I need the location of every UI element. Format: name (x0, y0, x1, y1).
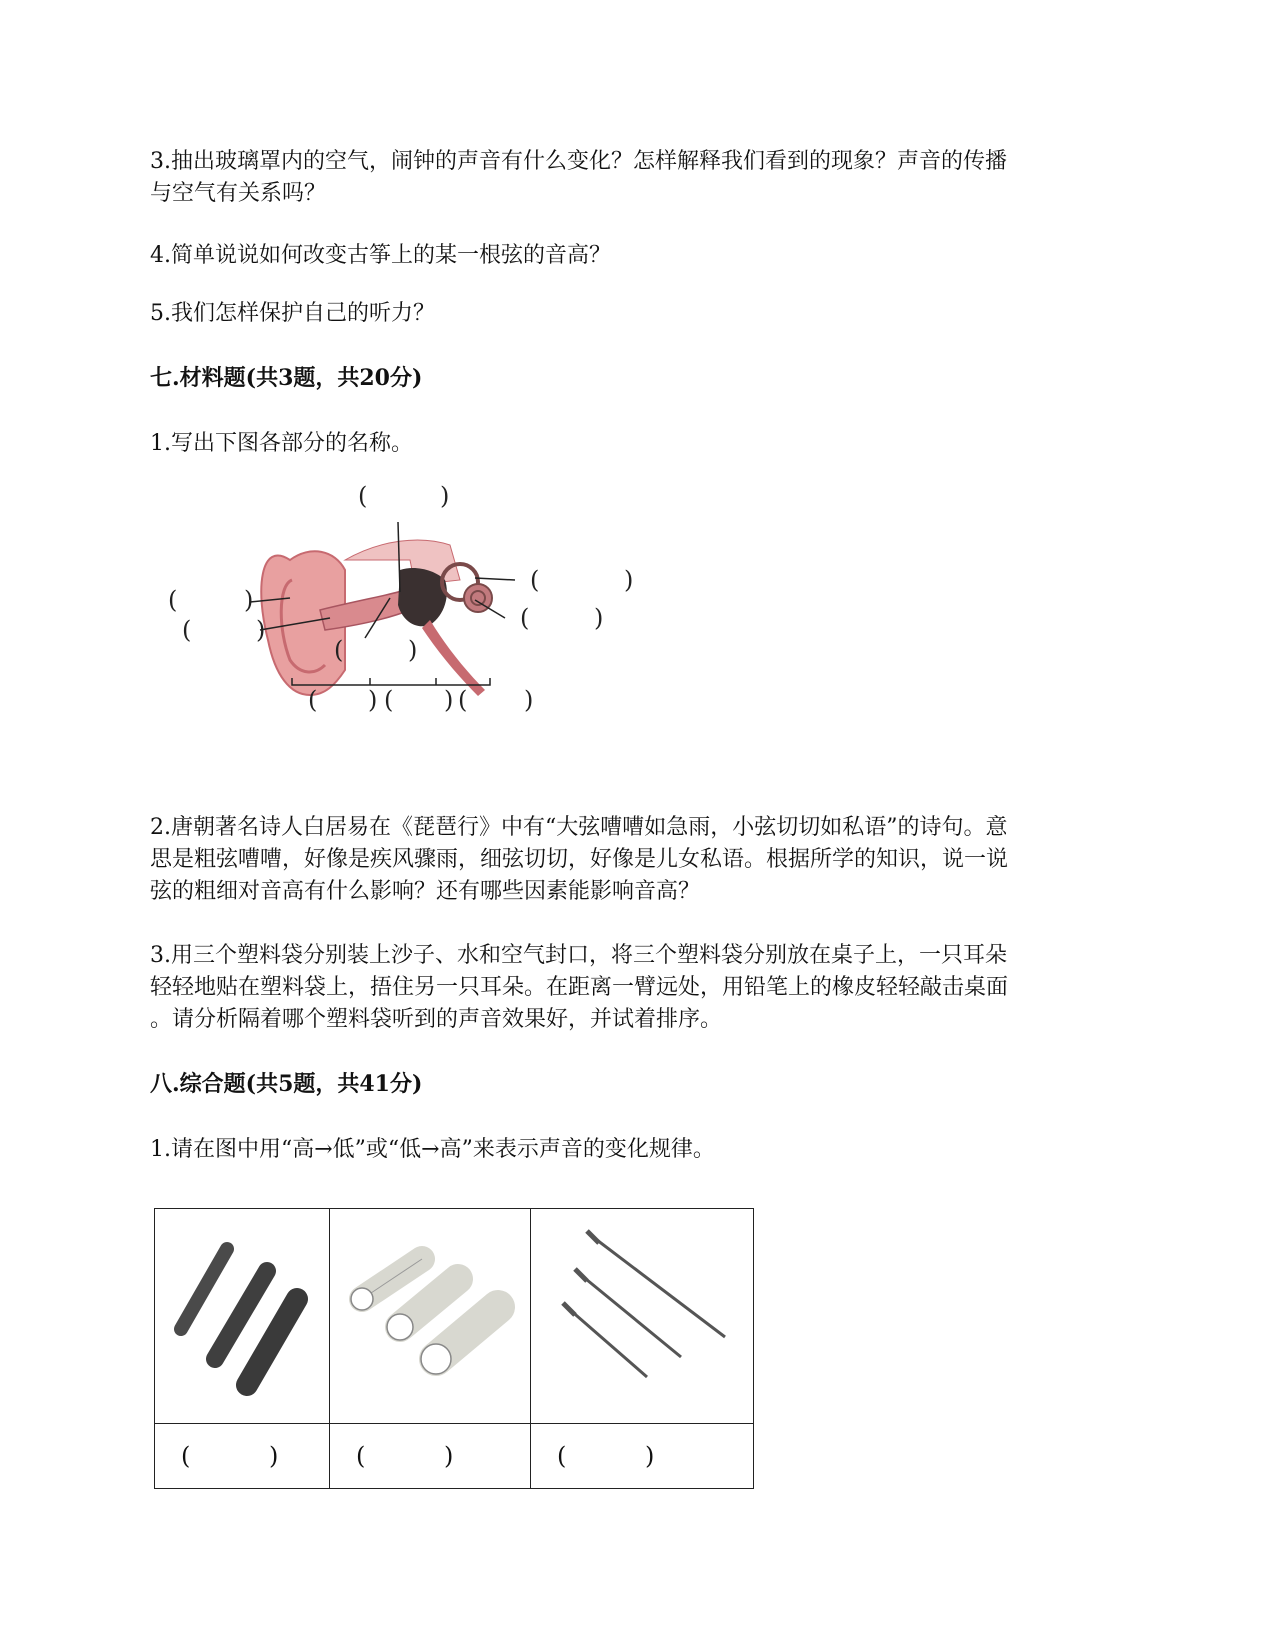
answer-paren-close: ) (444, 1442, 454, 1470)
object-cell-rods (155, 1209, 330, 1424)
question-7-1: 1.写出下图各部分的名称。 (150, 431, 413, 456)
ear-diagram (160, 500, 640, 750)
ear-label-bottom3-open: ( (458, 686, 468, 714)
dark-rods-icon (155, 1209, 329, 1419)
objects-answer-row (155, 1424, 754, 1489)
question-7-2-line2: 思是粗弦嘈嘈，好像是疾风骤雨，细弦切切，好像是儿女私语。根据所学的知识，说一说 (150, 847, 1009, 872)
question-8-1: 1.请在图中用“高→低”或“低→高”来表示声音的变化规律。 (150, 1137, 715, 1162)
ear-label-bottom1-open: ( (308, 686, 318, 714)
middle-ear-shape (398, 568, 447, 626)
question-6-4: 4.简单说说如何改变古筝上的某一根弦的音高？ (150, 243, 611, 268)
answer-cell-tubes[interactable] (330, 1424, 531, 1489)
question-7-3-line3: 。请分析隔着哪个塑料袋听到的声音效果好，并试着排序。 (150, 1007, 723, 1032)
answer-paren-open: ( (557, 1442, 567, 1470)
nails-icon (531, 1209, 753, 1419)
ear-label-bottom1-close: ) (368, 686, 378, 714)
answer-paren-close: ) (269, 1442, 279, 1470)
pointer-right-1 (475, 578, 515, 580)
tube-1-end (351, 1288, 373, 1310)
objects-table (154, 1208, 754, 1489)
ear-label-left1-close: ) (244, 586, 254, 614)
answer-paren-open: ( (356, 1442, 366, 1470)
tube-3-end (421, 1344, 451, 1374)
question-7-2-line3: 弦的粗细对音高有什么影响？还有哪些因素能影响音高？ (150, 879, 701, 904)
ear-label-center-open: ( (334, 636, 344, 664)
ear-label-right2-close: ) (594, 604, 604, 632)
question-6-3-line1: 3.抽出玻璃罩内的空气，闹钟的声音有什么变化？怎样解释我们看到的现象？声音的传播 (150, 149, 1007, 174)
question-7-2-line1: 2.唐朝著名诗人白居易在《琵琶行》中有“大弦嘈嘈如急雨，小弦切切如私语”的诗句。意 (150, 815, 1008, 840)
ear-label-right1-close: ) (624, 566, 634, 594)
section-8-heading: 八.综合题(共5题，共41分) (150, 1071, 423, 1097)
nail-2 (575, 1269, 681, 1357)
object-cell-tubes (330, 1209, 531, 1424)
ear-label-left2-close: ) (256, 616, 266, 644)
objects-image-row (155, 1209, 754, 1424)
object-cell-nails (531, 1209, 754, 1424)
ear-diagram-illustration (160, 500, 640, 750)
rod-1 (181, 1249, 227, 1329)
ear-label-top-open: ( (358, 482, 368, 510)
rod-3 (247, 1299, 297, 1385)
question-7-3-line1: 3.用三个塑料袋分别装上沙子、水和空气封口，将三个塑料袋分别放在桌子上，一只耳朵 (150, 943, 1007, 968)
answer-cell-nails[interactable] (531, 1424, 754, 1489)
ear-label-left2-open: ( (182, 616, 192, 644)
ear-label-right1-open: ( (530, 566, 540, 594)
ear-label-center-close: ) (408, 636, 418, 664)
tube-2-end (387, 1314, 413, 1340)
nail-1 (587, 1231, 725, 1337)
question-6-3-line2: 与空气有关系吗？ (150, 181, 327, 206)
answer-paren-close: ) (645, 1442, 655, 1470)
ear-label-top-close: ) (440, 482, 450, 510)
answer-cell-rods[interactable] (155, 1424, 330, 1489)
question-6-5: 5.我们怎样保护自己的听力？ (150, 301, 435, 326)
question-7-3-line2: 轻轻地贴在塑料袋上，捂住另一只耳朵。在距离一臂远处，用铅笔上的橡皮轻轻敲击桌面 (150, 975, 1009, 1000)
answer-paren-open: ( (181, 1442, 191, 1470)
light-tubes-icon (330, 1209, 530, 1419)
nail-3 (563, 1303, 647, 1377)
ear-label-bottom3-close: ) (524, 686, 534, 714)
ear-label-bottom2-close: ) (444, 686, 454, 714)
ear-label-left1-open: ( (168, 586, 178, 614)
pointer-top (398, 522, 400, 592)
section-7-heading: 七.材料题(共3题，共20分) (150, 365, 423, 391)
ear-label-right2-open: ( (520, 604, 530, 632)
ear-label-bottom2-open: ( (384, 686, 394, 714)
